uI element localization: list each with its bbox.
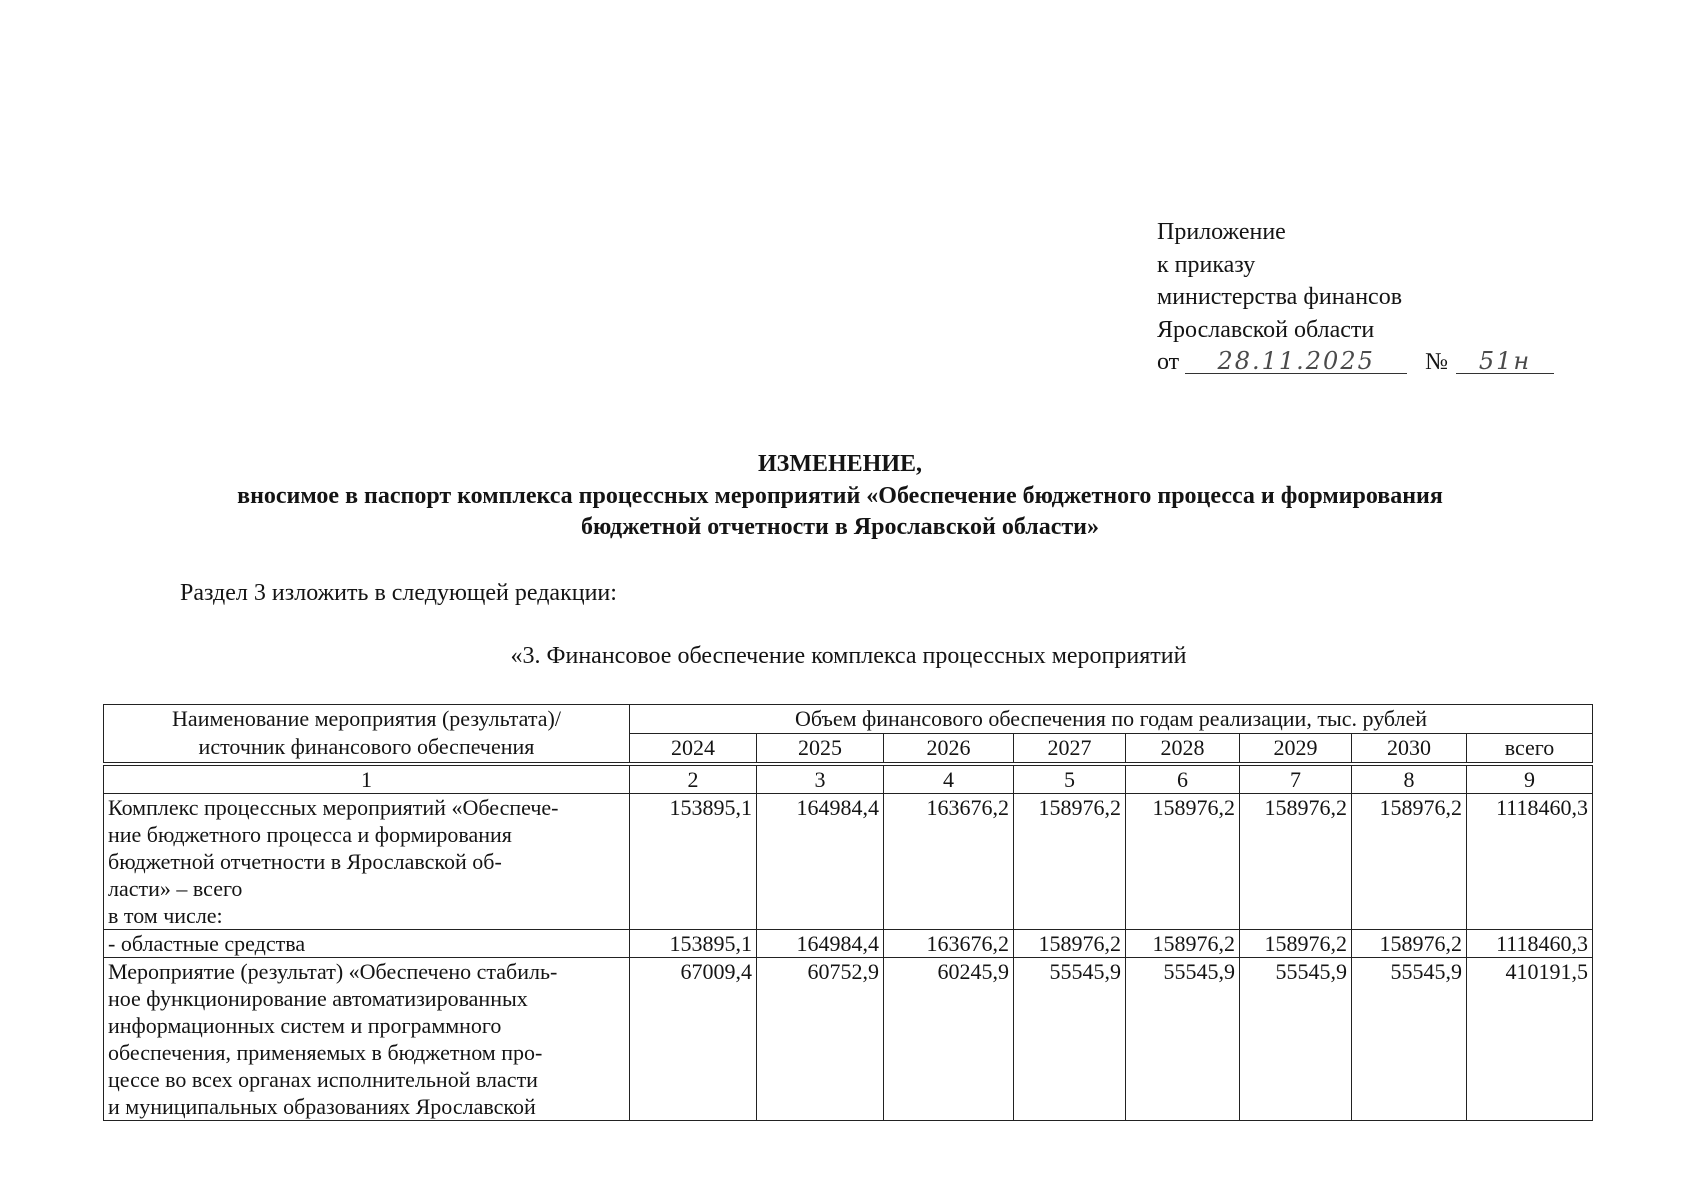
number-sign: № (1425, 349, 1449, 375)
appendix-line: Ярославской области (1157, 316, 1375, 343)
value-cell: 60245,9 (884, 958, 1014, 1121)
appendix-block (1157, 216, 1554, 379)
value-cell: 164984,4 (757, 930, 884, 958)
column-number: 2 (630, 766, 757, 794)
intro-paragraph: Раздел 3 изложить в следующей редакции: (180, 580, 617, 606)
order-date-line (1157, 346, 1554, 379)
header-name-line: источник финансового обеспечения (198, 734, 535, 759)
value-cell: 163676,2 (884, 794, 1014, 930)
value-cell: 158976,2 (1240, 794, 1352, 930)
table-row (104, 958, 1593, 1121)
value-cell: 158976,2 (1126, 794, 1240, 930)
row-name-line: информационных систем и программного (108, 1013, 502, 1038)
value-cell: 158976,2 (1014, 930, 1126, 958)
header-name-line: Наименование мероприятия (результата)/ (172, 706, 561, 731)
value-cell: 153895,1 (630, 794, 757, 930)
column-number: 5 (1014, 766, 1126, 794)
value-cell: 55545,9 (1240, 958, 1352, 1121)
value-cell: 158976,2 (1352, 794, 1467, 930)
row-name-line: ние бюджетного процесса и формирования (108, 822, 512, 847)
column-number: 7 (1240, 766, 1352, 794)
financing-table-header (103, 704, 1593, 763)
table-row (104, 794, 1593, 930)
value-cell: 67009,4 (630, 958, 757, 1121)
value-cell: 55545,9 (1126, 958, 1240, 1121)
row-name-cell (104, 958, 630, 1121)
row-name-line: - областные средства (108, 931, 306, 956)
document-subtitle-line2: бюджетной отчетности в Ярославской области» (581, 514, 1099, 540)
total-cell: 1118460,3 (1467, 930, 1593, 958)
year-header: 2026 (884, 734, 1014, 763)
row-name-line: ласти» – всего (108, 876, 243, 901)
year-header: 2028 (1126, 734, 1240, 763)
value-cell: 158976,2 (1352, 930, 1467, 958)
year-header: 2030 (1352, 734, 1467, 763)
document-title: ИЗМЕНЕНИЕ, (757, 451, 922, 477)
column-number: 3 (757, 766, 884, 794)
header-volume-cell: Объем финансового обеспечения по годам реализации, тыс. рублей (630, 705, 1593, 734)
header-name-cell (104, 705, 630, 763)
column-number: 9 (1467, 766, 1593, 794)
row-name-line: бюджетной отчетности в Ярославской об- (108, 849, 502, 874)
value-cell: 158976,2 (1126, 930, 1240, 958)
value-cell: 60752,9 (757, 958, 884, 1121)
appendix-line: Приложение (1157, 219, 1286, 245)
date-prefix: от (1157, 349, 1180, 375)
value-cell: 153895,1 (630, 930, 757, 958)
year-header: 2029 (1240, 734, 1352, 763)
row-name-line: и муниципальных образованиях Ярославской (108, 1094, 536, 1119)
value-cell: 55545,9 (1352, 958, 1467, 1121)
appendix-line: к приказу (1157, 251, 1256, 278)
value-cell: 163676,2 (884, 930, 1014, 958)
year-header: 2025 (757, 734, 884, 763)
column-number: 6 (1126, 766, 1240, 794)
row-name-line: обеспечения, применяемых в бюджетном про- (108, 1040, 543, 1065)
financing-table-body (103, 765, 1593, 1121)
section-title: «3. Финансовое обеспечение комплекса процессных мероприятий (510, 643, 1187, 669)
value-cell: 164984,4 (757, 794, 884, 930)
row-name-line: цессе во всех органах исполнительной власти (108, 1067, 538, 1092)
year-header: 2024 (630, 734, 757, 763)
handwritten-date: 28.11.2025 (1185, 349, 1407, 374)
handwritten-order-number: 51н (1456, 349, 1554, 374)
row-name-line: в том числе: (108, 903, 223, 928)
total-cell: 1118460,3 (1467, 794, 1593, 930)
row-name-cell (104, 930, 630, 958)
table-row (104, 930, 1593, 958)
total-cell: 410191,5 (1467, 958, 1593, 1121)
column-number-row (104, 766, 1593, 794)
row-name-cell (104, 794, 630, 930)
total-header: всего (1467, 734, 1593, 763)
row-name-line: Мероприятие (результат) «Обеспечено стабиль- (108, 959, 558, 984)
year-header: 2027 (1014, 734, 1126, 763)
row-name-line: Комплекс процессных мероприятий «Обеспече- (108, 795, 559, 820)
column-number: 4 (884, 766, 1014, 794)
column-number: 1 (104, 766, 630, 794)
document-subtitle-line1: вносимое в паспорт комплекса процессных мероприятий «Обеспечение бюджетного процесса и формирования (237, 483, 1443, 509)
value-cell: 158976,2 (1014, 794, 1126, 930)
column-number: 8 (1352, 766, 1467, 794)
value-cell: 158976,2 (1240, 930, 1352, 958)
appendix-line: министерства финансов (1157, 284, 1403, 310)
row-name-line: ное функционирование автоматизированных (108, 986, 528, 1011)
value-cell: 55545,9 (1014, 958, 1126, 1121)
